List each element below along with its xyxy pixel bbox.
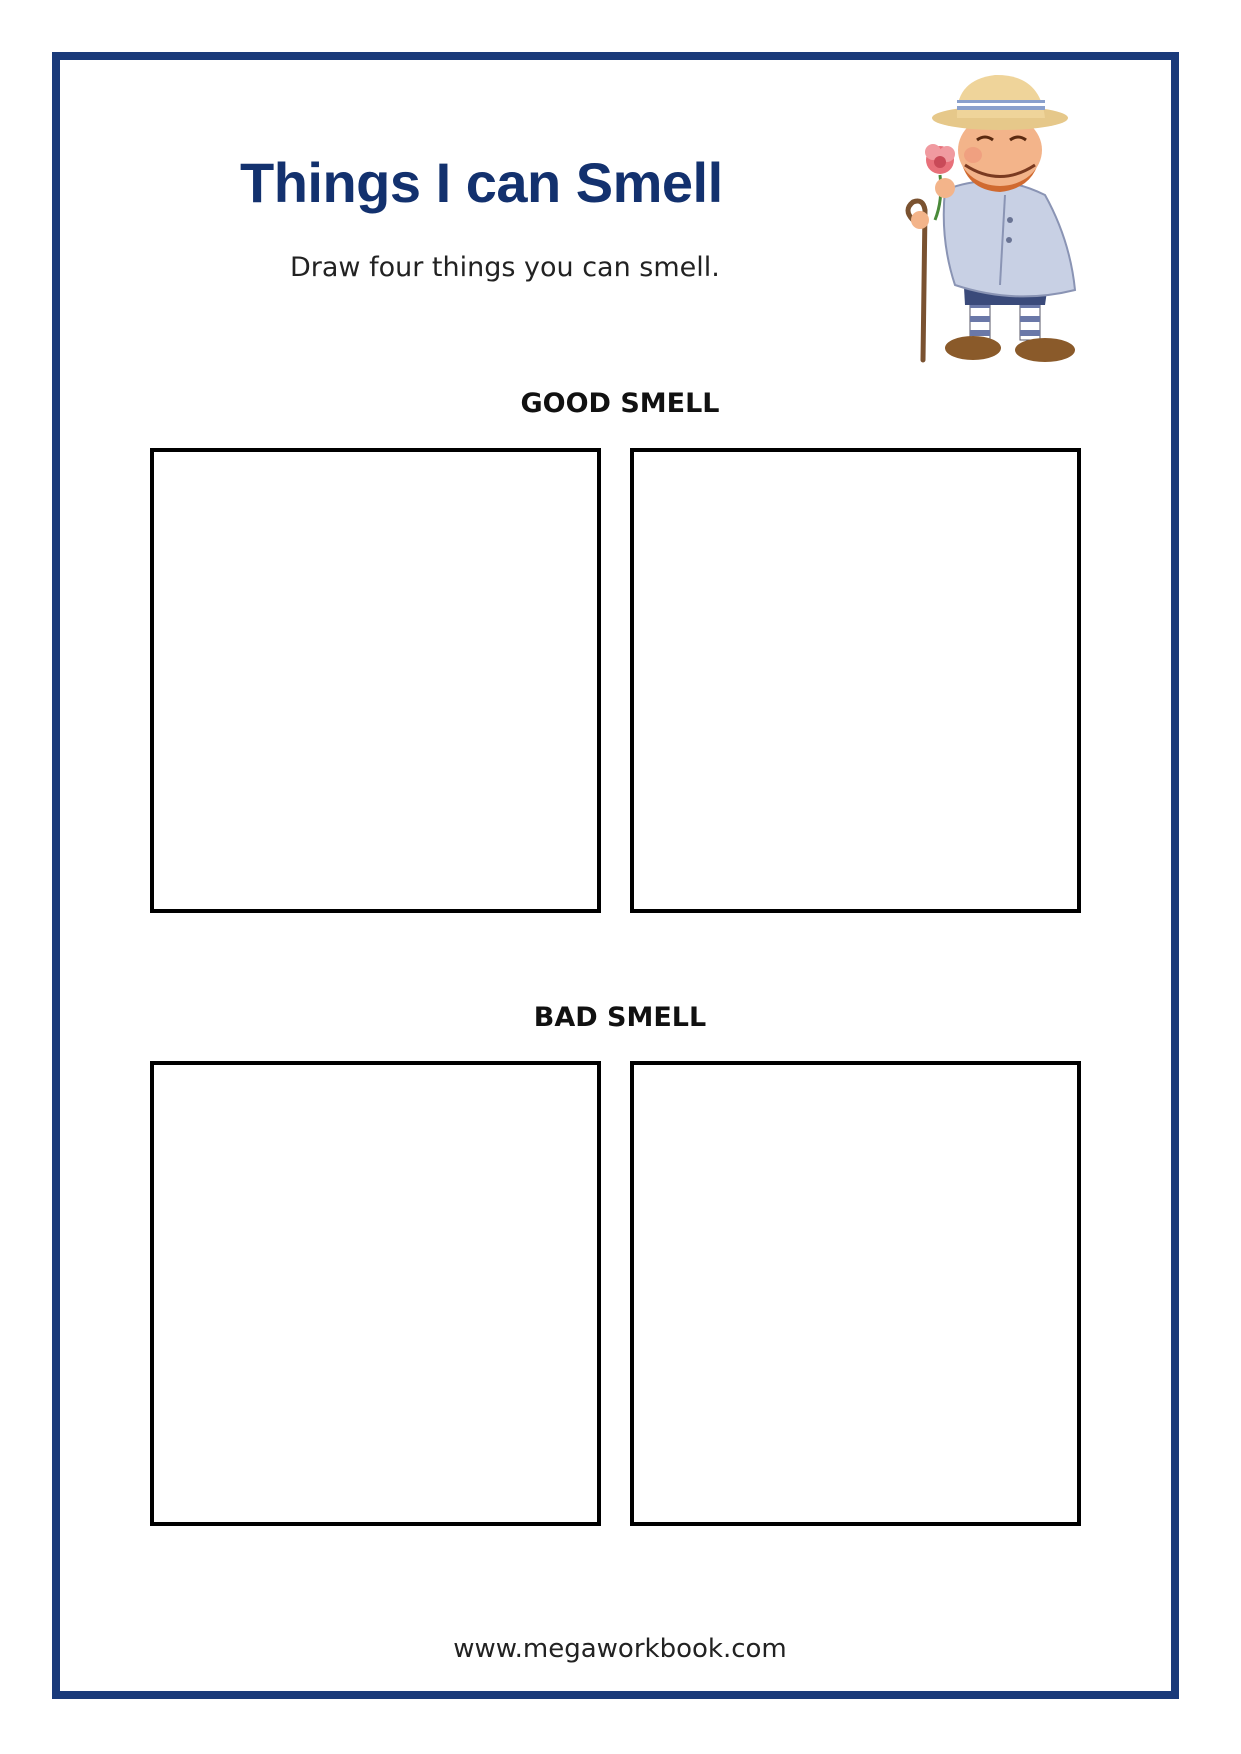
footer-website: www.megaworkbook.com [453,1634,787,1664]
man-smelling-flower-icon [895,70,1105,370]
bad-smell-heading: BAD SMELL [533,1002,707,1033]
instruction-text: Draw four things you can smell. [290,252,720,283]
good-smell-heading: GOOD SMELL [520,388,720,419]
good-smell-drawing-box-1[interactable] [150,448,601,913]
bad-smell-drawing-box-1[interactable] [150,1061,601,1526]
good-smell-drawing-box-2[interactable] [630,448,1081,913]
bad-smell-drawing-box-2[interactable] [630,1061,1081,1526]
page-title: Things I can Smell [240,151,723,214]
